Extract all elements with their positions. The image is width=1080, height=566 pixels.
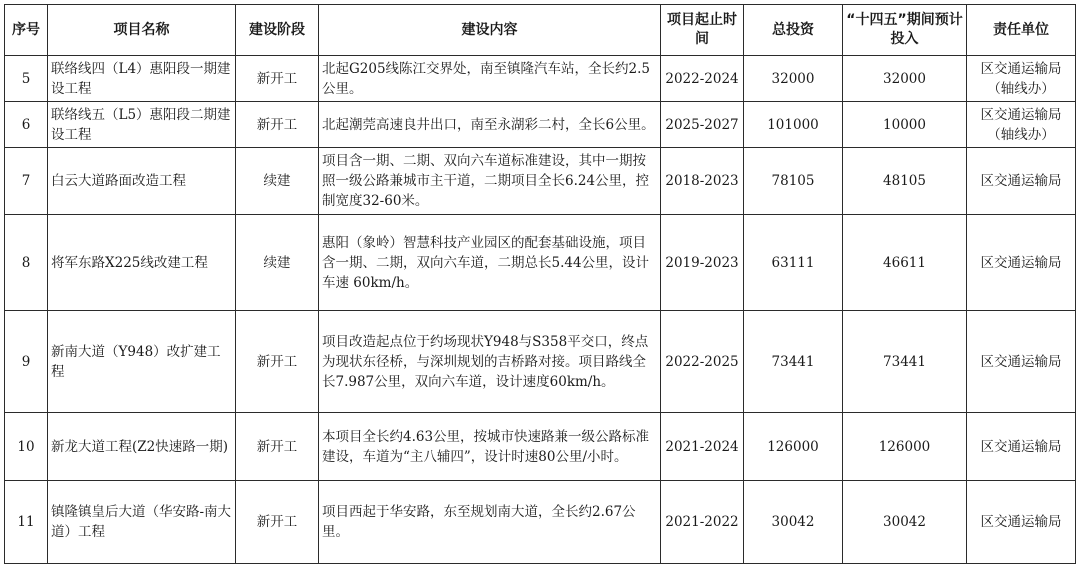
cell-stage: 新开工 (236, 102, 319, 148)
cell-period: 2022-2024 (661, 56, 744, 102)
cell-plan: 126000 (843, 413, 967, 481)
cell-period: 2022-2025 (661, 311, 744, 413)
cell-content: 项目西起于华安路，东至规划南大道，全长约2.67公里。 (319, 481, 661, 564)
header-total: 总投资 (744, 5, 843, 56)
cell-plan: 32000 (843, 56, 967, 102)
table-row (5, 215, 1076, 311)
cell-unit: 区交通运输局 (967, 148, 1076, 215)
table-row (5, 481, 1076, 564)
cell-seq: 11 (5, 481, 48, 564)
cell-total: 78105 (744, 148, 843, 215)
cell-name: 新南大道（Y948）改扩建工程 (48, 311, 236, 413)
project-table (4, 4, 1076, 564)
table-row (5, 102, 1076, 148)
cell-unit: 区交通运输局 (967, 311, 1076, 413)
cell-plan: 48105 (843, 148, 967, 215)
cell-content: 惠阳（象岭）智慧科技产业园区的配套基础设施，项目含一期、二期，双向六车道，二期总长5.44公里，设计车速 60km/h。 (319, 215, 661, 311)
cell-name: 联络线四（L4）惠阳段一期建设工程 (48, 56, 236, 102)
cell-period: 2025-2027 (661, 102, 744, 148)
table-row (5, 413, 1076, 481)
header-row (5, 5, 1076, 56)
cell-seq: 9 (5, 311, 48, 413)
cell-name: 将军东路X225线改建工程 (48, 215, 236, 311)
cell-content: 项目含一期、二期、双向六车道标准建设，其中一期按照一级公路兼城市主干道，二期项目全长6.24公里，控制宽度32-60米。 (319, 148, 661, 215)
cell-unit: 区交通运输局（轴线办） (967, 102, 1076, 148)
cell-stage: 续建 (236, 215, 319, 311)
cell-content: 北起G205线陈江交界处，南至镇隆汽车站，全长约2.5公里。 (319, 56, 661, 102)
cell-unit: 区交通运输局（轴线办） (967, 56, 1076, 102)
cell-seq: 7 (5, 148, 48, 215)
header-period: 项目起止时间 (661, 5, 744, 56)
header-seq: 序号 (5, 5, 48, 56)
cell-seq: 6 (5, 102, 48, 148)
cell-plan: 10000 (843, 102, 967, 148)
cell-total: 73441 (744, 311, 843, 413)
header-unit: 责任单位 (967, 5, 1076, 56)
cell-plan: 30042 (843, 481, 967, 564)
header-plan: “十四五”期间预计投入 (843, 5, 967, 56)
header-content: 建设内容 (319, 5, 661, 56)
cell-total: 63111 (744, 215, 843, 311)
cell-period: 2021-2022 (661, 481, 744, 564)
project-table-wrapper (4, 4, 1075, 562)
cell-unit: 区交通运输局 (967, 413, 1076, 481)
cell-stage: 新开工 (236, 413, 319, 481)
table-row (5, 56, 1076, 102)
header-stage: 建设阶段 (236, 5, 319, 56)
cell-name: 联络线五（L5）惠阳段二期建设工程 (48, 102, 236, 148)
cell-period: 2018-2023 (661, 148, 744, 215)
cell-content: 北起潮莞高速良井出口，南至永湖彩二村，全长6公里。 (319, 102, 661, 148)
cell-period: 2019-2023 (661, 215, 744, 311)
cell-stage: 新开工 (236, 311, 319, 413)
cell-period: 2021-2024 (661, 413, 744, 481)
cell-stage: 新开工 (236, 56, 319, 102)
cell-name: 新龙大道工程(Z2快速路一期) (48, 413, 236, 481)
cell-name: 白云大道路面改造工程 (48, 148, 236, 215)
cell-stage: 新开工 (236, 481, 319, 564)
cell-content: 项目改造起点位于约场现状Y948与S358平交口，终点为现状东径桥，与深圳规划的吉桥路对接。项目路线全长7.987公里，双向六车道，设计速度60km/h。 (319, 311, 661, 413)
cell-total: 101000 (744, 102, 843, 148)
cell-total: 30042 (744, 481, 843, 564)
cell-plan: 46611 (843, 215, 967, 311)
cell-seq: 10 (5, 413, 48, 481)
cell-content: 本项目全长约4.63公里，按城市快速路兼一级公路标准建设，车道为“主八辅四”，设计时速80公里/小时。 (319, 413, 661, 481)
cell-plan: 73441 (843, 311, 967, 413)
cell-seq: 8 (5, 215, 48, 311)
cell-total: 126000 (744, 413, 843, 481)
cell-name: 镇隆镇皇后大道（华安路-南大道）工程 (48, 481, 236, 564)
cell-unit: 区交通运输局 (967, 481, 1076, 564)
cell-stage: 续建 (236, 148, 319, 215)
cell-seq: 5 (5, 56, 48, 102)
table-row (5, 311, 1076, 413)
cell-unit: 区交通运输局 (967, 215, 1076, 311)
cell-total: 32000 (744, 56, 843, 102)
table-row (5, 148, 1076, 215)
header-name: 项目名称 (48, 5, 236, 56)
